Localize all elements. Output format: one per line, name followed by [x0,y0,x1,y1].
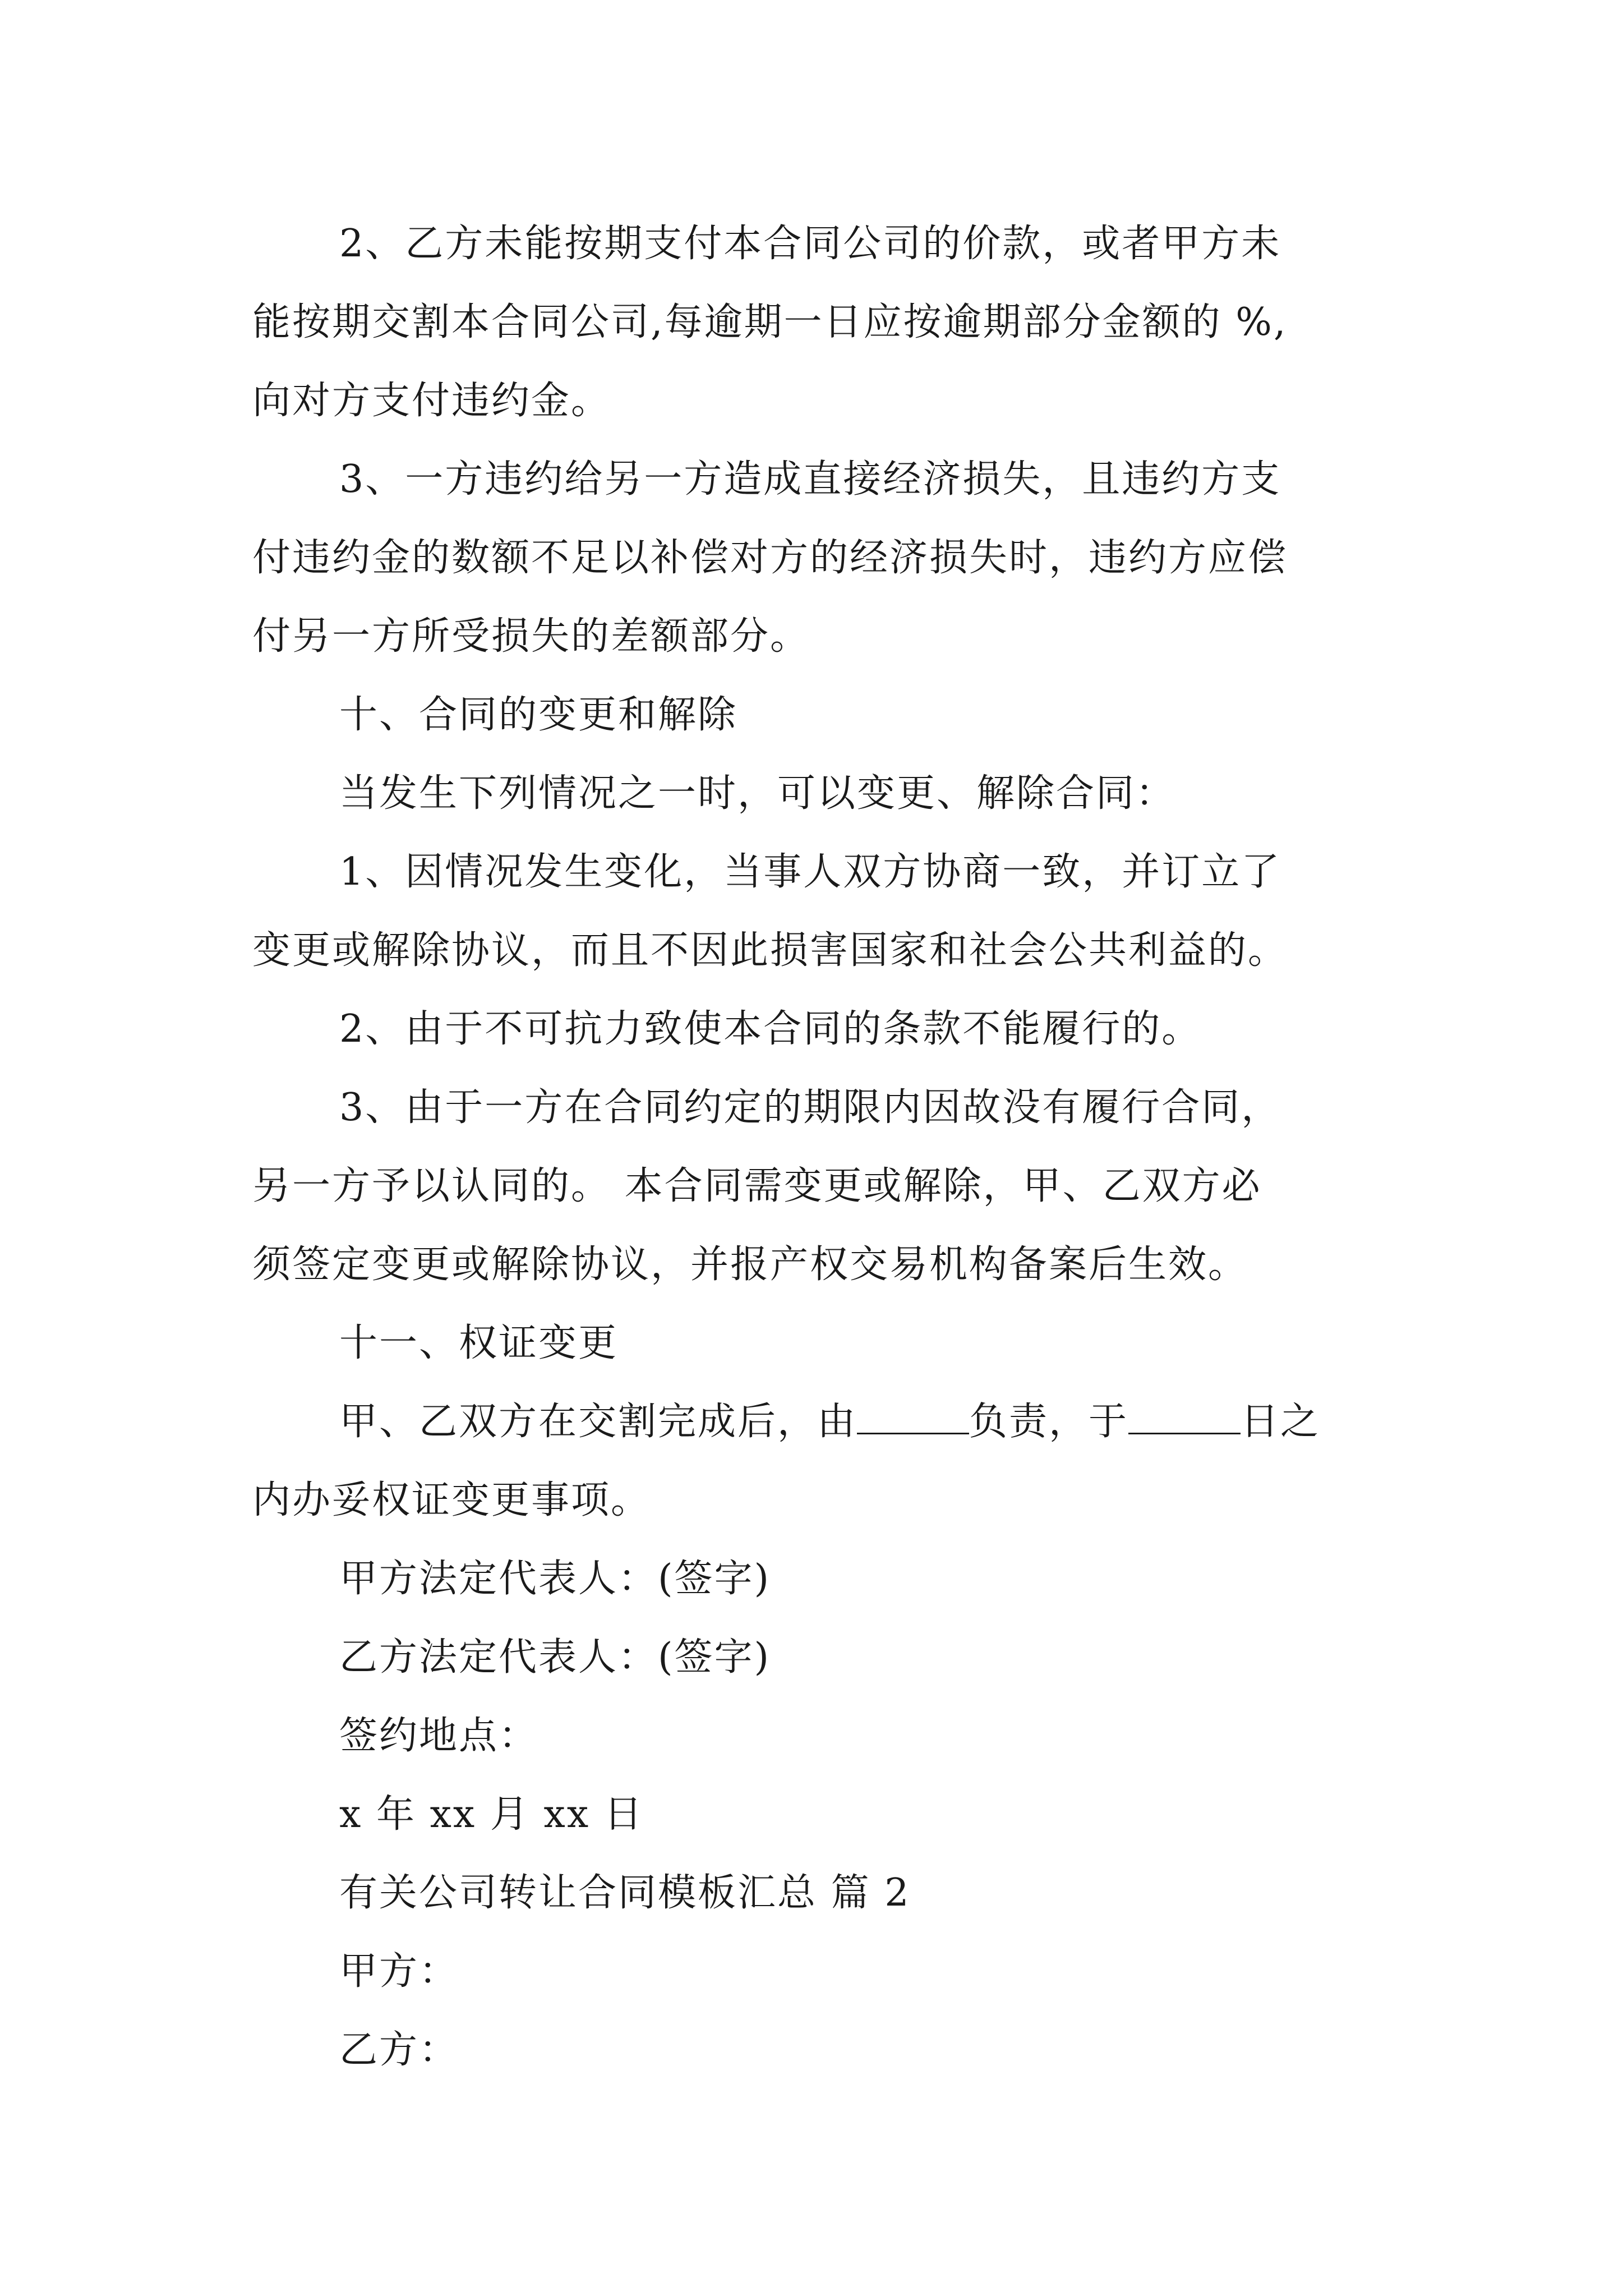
title-transfer-line-1 [339,1394,1320,1450]
party-b-representative-signature: 乙方法定代表人：(签字) [339,1635,771,1680]
condition-1-line-1: 1、因情况发生变化，当事人双方协商一致，并订立了 [339,850,1281,894]
condition-3-line-2: 另一方予以认同的。 本合同需变更或解除，甲、乙双方必 [252,1164,1262,1208]
party-a-label: 甲方： [339,1949,459,1994]
section-10-heading: 十、合同的变更和解除 [339,693,738,737]
deadline-day-blank [1128,1400,1241,1434]
condition-3-line-3: 须签定变更或解除协议，并报产权交易机构备案后生效。 [252,1243,1248,1287]
title-transfer-text-b: 负责，于 [969,1400,1129,1444]
condition-2: 2、由于不可抗力致使本合同的条款不能履行的。 [339,1007,1202,1051]
title-transfer-text-a: 甲、乙双方在交割完成后，由 [339,1400,857,1444]
section-11-heading: 十一、权证变更 [339,1321,619,1365]
clause-2-line-1: 2、乙方未能按期支付本合同公司的价款，或者甲方未 [339,222,1281,266]
party-a-representative-signature: 甲方法定代表人：(签字) [339,1557,771,1601]
conditions-intro: 当发生下列情况之一时，可以变更、解除合同： [339,771,1176,816]
clause-2-line-2: 能按期交割本合同公司,每逾期一日应按逾期部分金额的 %, [252,300,1288,344]
contract-2-title: 有关公司转让合同模板汇总 篇 2 [339,1871,911,1915]
signing-date: x 年 xx 月 xx 日 [339,1792,644,1837]
condition-3-line-1: 3、由于一方在合同约定的期限内因故没有履行合同， [339,1085,1281,1130]
condition-1-line-2: 变更或解除协议，而且不因此损害国家和社会公共利益的。 [252,928,1288,973]
clause-3-line-1: 3、一方违约给另一方造成直接经济损失，且违约方支 [339,457,1281,501]
title-transfer-text-c: 日之 [1241,1400,1321,1444]
responsible-party-blank [857,1400,969,1434]
title-transfer-line-2: 内办妥权证变更事项。 [252,1478,651,1522]
party-b-label: 乙方： [339,2028,459,2072]
clause-3-line-3: 付另一方所受损失的差额部分。 [252,614,810,659]
signing-place: 签约地点： [339,1714,539,1758]
clause-3-line-2: 付违约金的数额不足以补偿对方的经济损失时，违约方应偿 [252,536,1288,580]
clause-2-line-3: 向对方支付违约金。 [252,379,611,423]
